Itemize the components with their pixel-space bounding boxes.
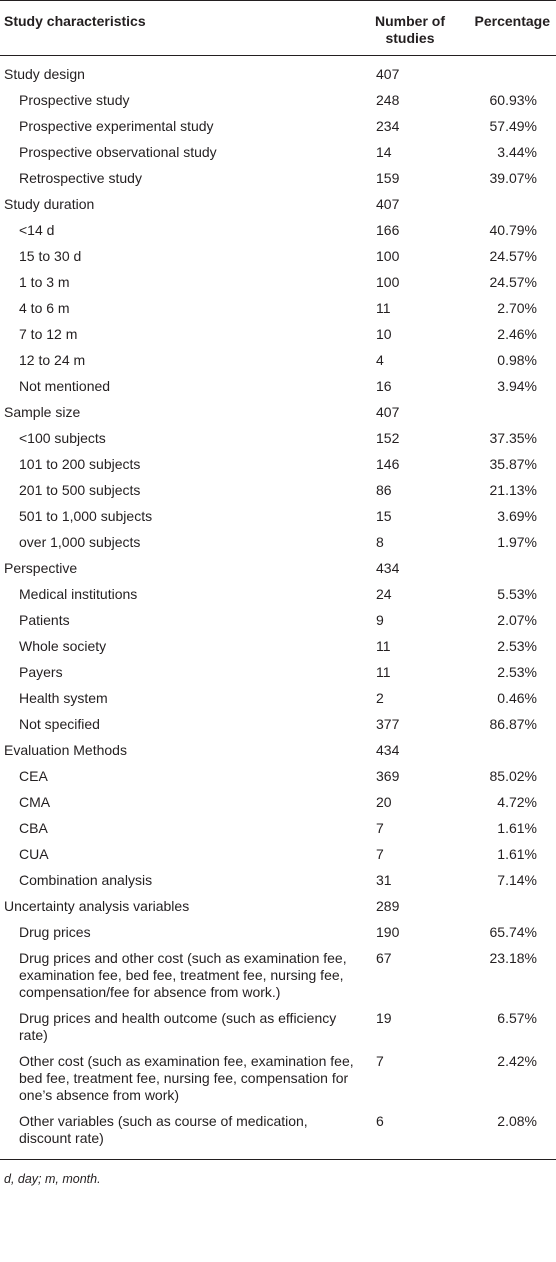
- row-count: 15: [376, 508, 392, 524]
- row-percentage: 2.42%: [497, 1053, 537, 1069]
- row-percentage: 2.07%: [497, 612, 537, 628]
- row-label: <100 subjects: [19, 430, 106, 446]
- row-label: 1 to 3 m: [19, 274, 70, 290]
- header-number-of-studies: Number of studies: [375, 13, 445, 46]
- row-label: Whole society: [19, 638, 107, 654]
- row-label: Other variables (such as course of medication, discount rate): [19, 1113, 308, 1146]
- table-row: [0, 608, 556, 634]
- table-row: [0, 270, 556, 296]
- row-percentage: 2.08%: [497, 1113, 537, 1129]
- row-label: Other cost (such as examination fee, examination fee, bed fee, treatment fee, nursing fee, compensation for one’s absence from work): [19, 1053, 354, 1103]
- table-row: [0, 426, 556, 452]
- table-row: [0, 842, 556, 868]
- row-label: Payers: [19, 664, 63, 680]
- table-row: [0, 582, 556, 608]
- row-percentage: [454, 400, 556, 426]
- table-row: [0, 1109, 556, 1160]
- table-row: [0, 868, 556, 894]
- row-label: Drug prices and other cost (such as examination fee, examination fee, bed fee, treatment fee, nursing fee, compensation/fee for absence from work.): [19, 950, 347, 1000]
- row-label: Medical institutions: [19, 586, 138, 602]
- row-label: Health system: [19, 690, 108, 706]
- table-row: [0, 946, 556, 1006]
- row-count: 24: [376, 586, 392, 602]
- row-count: 152: [376, 430, 400, 446]
- row-percentage: 85.02%: [489, 768, 537, 784]
- row-count: 7: [376, 1053, 384, 1069]
- header-study-characteristics: Study characteristics: [4, 13, 146, 29]
- table-row: [0, 218, 556, 244]
- row-count: 234: [376, 118, 400, 134]
- table-row: [0, 478, 556, 504]
- table-row: [0, 452, 556, 478]
- row-percentage: 40.79%: [489, 222, 537, 238]
- row-count: 289: [376, 898, 400, 914]
- row-label: 7 to 12 m: [19, 326, 78, 342]
- table-row: [0, 816, 556, 842]
- row-label: Prospective study: [19, 92, 130, 108]
- row-label: 501 to 1,000 subjects: [19, 508, 153, 524]
- table-row: [0, 1049, 556, 1109]
- table-row: [0, 634, 556, 660]
- row-percentage: 3.94%: [497, 378, 537, 394]
- row-count: 86: [376, 482, 392, 498]
- row-percentage: 65.74%: [489, 924, 537, 940]
- row-count: 407: [376, 66, 400, 82]
- category-row: [0, 556, 556, 582]
- row-percentage: 57.49%: [489, 118, 537, 134]
- row-label: CMA: [19, 794, 51, 810]
- row-percentage: 0.98%: [497, 352, 537, 368]
- row-percentage: 1.61%: [497, 820, 537, 836]
- row-percentage: 37.35%: [489, 430, 537, 446]
- row-count: 407: [376, 404, 400, 420]
- table-row: [0, 712, 556, 738]
- row-count: 7: [376, 820, 384, 836]
- row-count: 248: [376, 92, 400, 108]
- category-row: [0, 400, 556, 426]
- row-label: Perspective: [4, 560, 78, 576]
- row-count: 7: [376, 846, 384, 862]
- header-row: [0, 1, 556, 56]
- row-percentage: 2.53%: [497, 638, 537, 654]
- table-row: [0, 790, 556, 816]
- table-row: [0, 348, 556, 374]
- row-label: Evaluation Methods: [4, 742, 127, 758]
- row-count: 100: [376, 248, 400, 264]
- row-label: Study design: [4, 66, 85, 82]
- category-row: [0, 192, 556, 218]
- row-label: Combination analysis: [19, 872, 153, 888]
- row-count: 11: [376, 638, 391, 654]
- row-count: 19: [376, 1010, 392, 1026]
- row-count: 100: [376, 274, 400, 290]
- row-label: <14 d: [19, 222, 55, 238]
- category-row: [0, 56, 556, 88]
- row-count: 11: [376, 664, 391, 680]
- table-row: [0, 686, 556, 712]
- row-count: 369: [376, 768, 400, 784]
- row-count: 20: [376, 794, 392, 810]
- row-percentage: 2.53%: [497, 664, 537, 680]
- row-percentage: 23.18%: [489, 950, 537, 966]
- row-count: 16: [376, 378, 392, 394]
- row-label: CUA: [19, 846, 49, 862]
- table-row: [0, 88, 556, 114]
- row-count: 2: [376, 690, 384, 706]
- table-row: [0, 296, 556, 322]
- row-count: 9: [376, 612, 384, 628]
- row-label: Prospective experimental study: [19, 118, 214, 134]
- table-row: [0, 114, 556, 140]
- row-count: 14: [376, 144, 392, 160]
- row-percentage: [454, 56, 556, 88]
- row-count: 434: [376, 742, 400, 758]
- row-count: 6: [376, 1113, 384, 1129]
- row-percentage: 86.87%: [489, 716, 537, 732]
- row-label: Patients: [19, 612, 70, 628]
- row-count: 31: [376, 872, 392, 888]
- row-label: Drug prices: [19, 924, 91, 940]
- row-count: 8: [376, 534, 384, 550]
- row-count: 10: [376, 326, 392, 342]
- row-label: 4 to 6 m: [19, 300, 70, 316]
- row-percentage: 7.14%: [497, 872, 537, 888]
- row-label: Uncertainty analysis variables: [4, 898, 190, 914]
- row-percentage: 4.72%: [497, 794, 537, 810]
- row-label: 201 to 500 subjects: [19, 482, 141, 498]
- row-count: 67: [376, 950, 392, 966]
- table-row: [0, 530, 556, 556]
- table-row: [0, 920, 556, 946]
- row-label: Study duration: [4, 196, 95, 212]
- row-count: 146: [376, 456, 400, 472]
- row-count: 11: [376, 300, 391, 316]
- row-percentage: 35.87%: [489, 456, 537, 472]
- table-body: [0, 56, 556, 1160]
- row-percentage: 24.57%: [489, 274, 537, 290]
- row-percentage: 39.07%: [489, 170, 537, 186]
- row-label: 101 to 200 subjects: [19, 456, 141, 472]
- row-percentage: 5.53%: [497, 586, 537, 602]
- table-row: [0, 244, 556, 270]
- row-count: 159: [376, 170, 400, 186]
- row-label: over 1,000 subjects: [19, 534, 141, 550]
- row-percentage: 1.97%: [497, 534, 537, 550]
- row-percentage: 3.44%: [497, 144, 537, 160]
- row-label: 15 to 30 d: [19, 248, 82, 264]
- row-percentage: 2.70%: [497, 300, 537, 316]
- table-row: [0, 374, 556, 400]
- row-label: CEA: [19, 768, 48, 784]
- table-row: [0, 140, 556, 166]
- row-percentage: 21.13%: [489, 482, 537, 498]
- row-count: 407: [376, 196, 400, 212]
- row-label: CBA: [19, 820, 48, 836]
- category-row: [0, 738, 556, 764]
- row-percentage: 3.69%: [497, 508, 537, 524]
- table-header: [0, 1, 556, 56]
- row-label: Not specified: [19, 716, 100, 732]
- row-percentage: [454, 556, 556, 582]
- table-footnote: d, day; m, month.: [4, 1172, 101, 1186]
- row-percentage: [454, 192, 556, 218]
- row-count: 377: [376, 716, 400, 732]
- row-label: Prospective observational study: [19, 144, 217, 160]
- row-label: Not mentioned: [19, 378, 111, 394]
- row-label: 12 to 24 m: [19, 352, 86, 368]
- row-count: 166: [376, 222, 400, 238]
- category-row: [0, 894, 556, 920]
- header-percentage: Percentage: [474, 13, 550, 29]
- table-row: [0, 166, 556, 192]
- row-percentage: 0.46%: [497, 690, 537, 706]
- row-count: 434: [376, 560, 400, 576]
- row-percentage: 2.46%: [497, 326, 537, 342]
- table-row: [0, 322, 556, 348]
- table-row: [0, 660, 556, 686]
- table-row: [0, 764, 556, 790]
- row-percentage: 60.93%: [489, 92, 537, 108]
- row-label: Sample size: [4, 404, 81, 420]
- row-percentage: [454, 738, 556, 764]
- table-row: [0, 504, 556, 530]
- row-label: Retrospective study: [19, 170, 142, 186]
- row-percentage: 6.57%: [497, 1010, 537, 1026]
- table-row: [0, 1006, 556, 1049]
- row-label: Drug prices and health outcome (such as efficiency rate): [19, 1010, 337, 1043]
- row-percentage: 1.61%: [497, 846, 537, 862]
- row-count: 4: [376, 352, 384, 368]
- row-percentage: [454, 894, 556, 920]
- row-count: 190: [376, 924, 400, 940]
- row-percentage: 24.57%: [489, 248, 537, 264]
